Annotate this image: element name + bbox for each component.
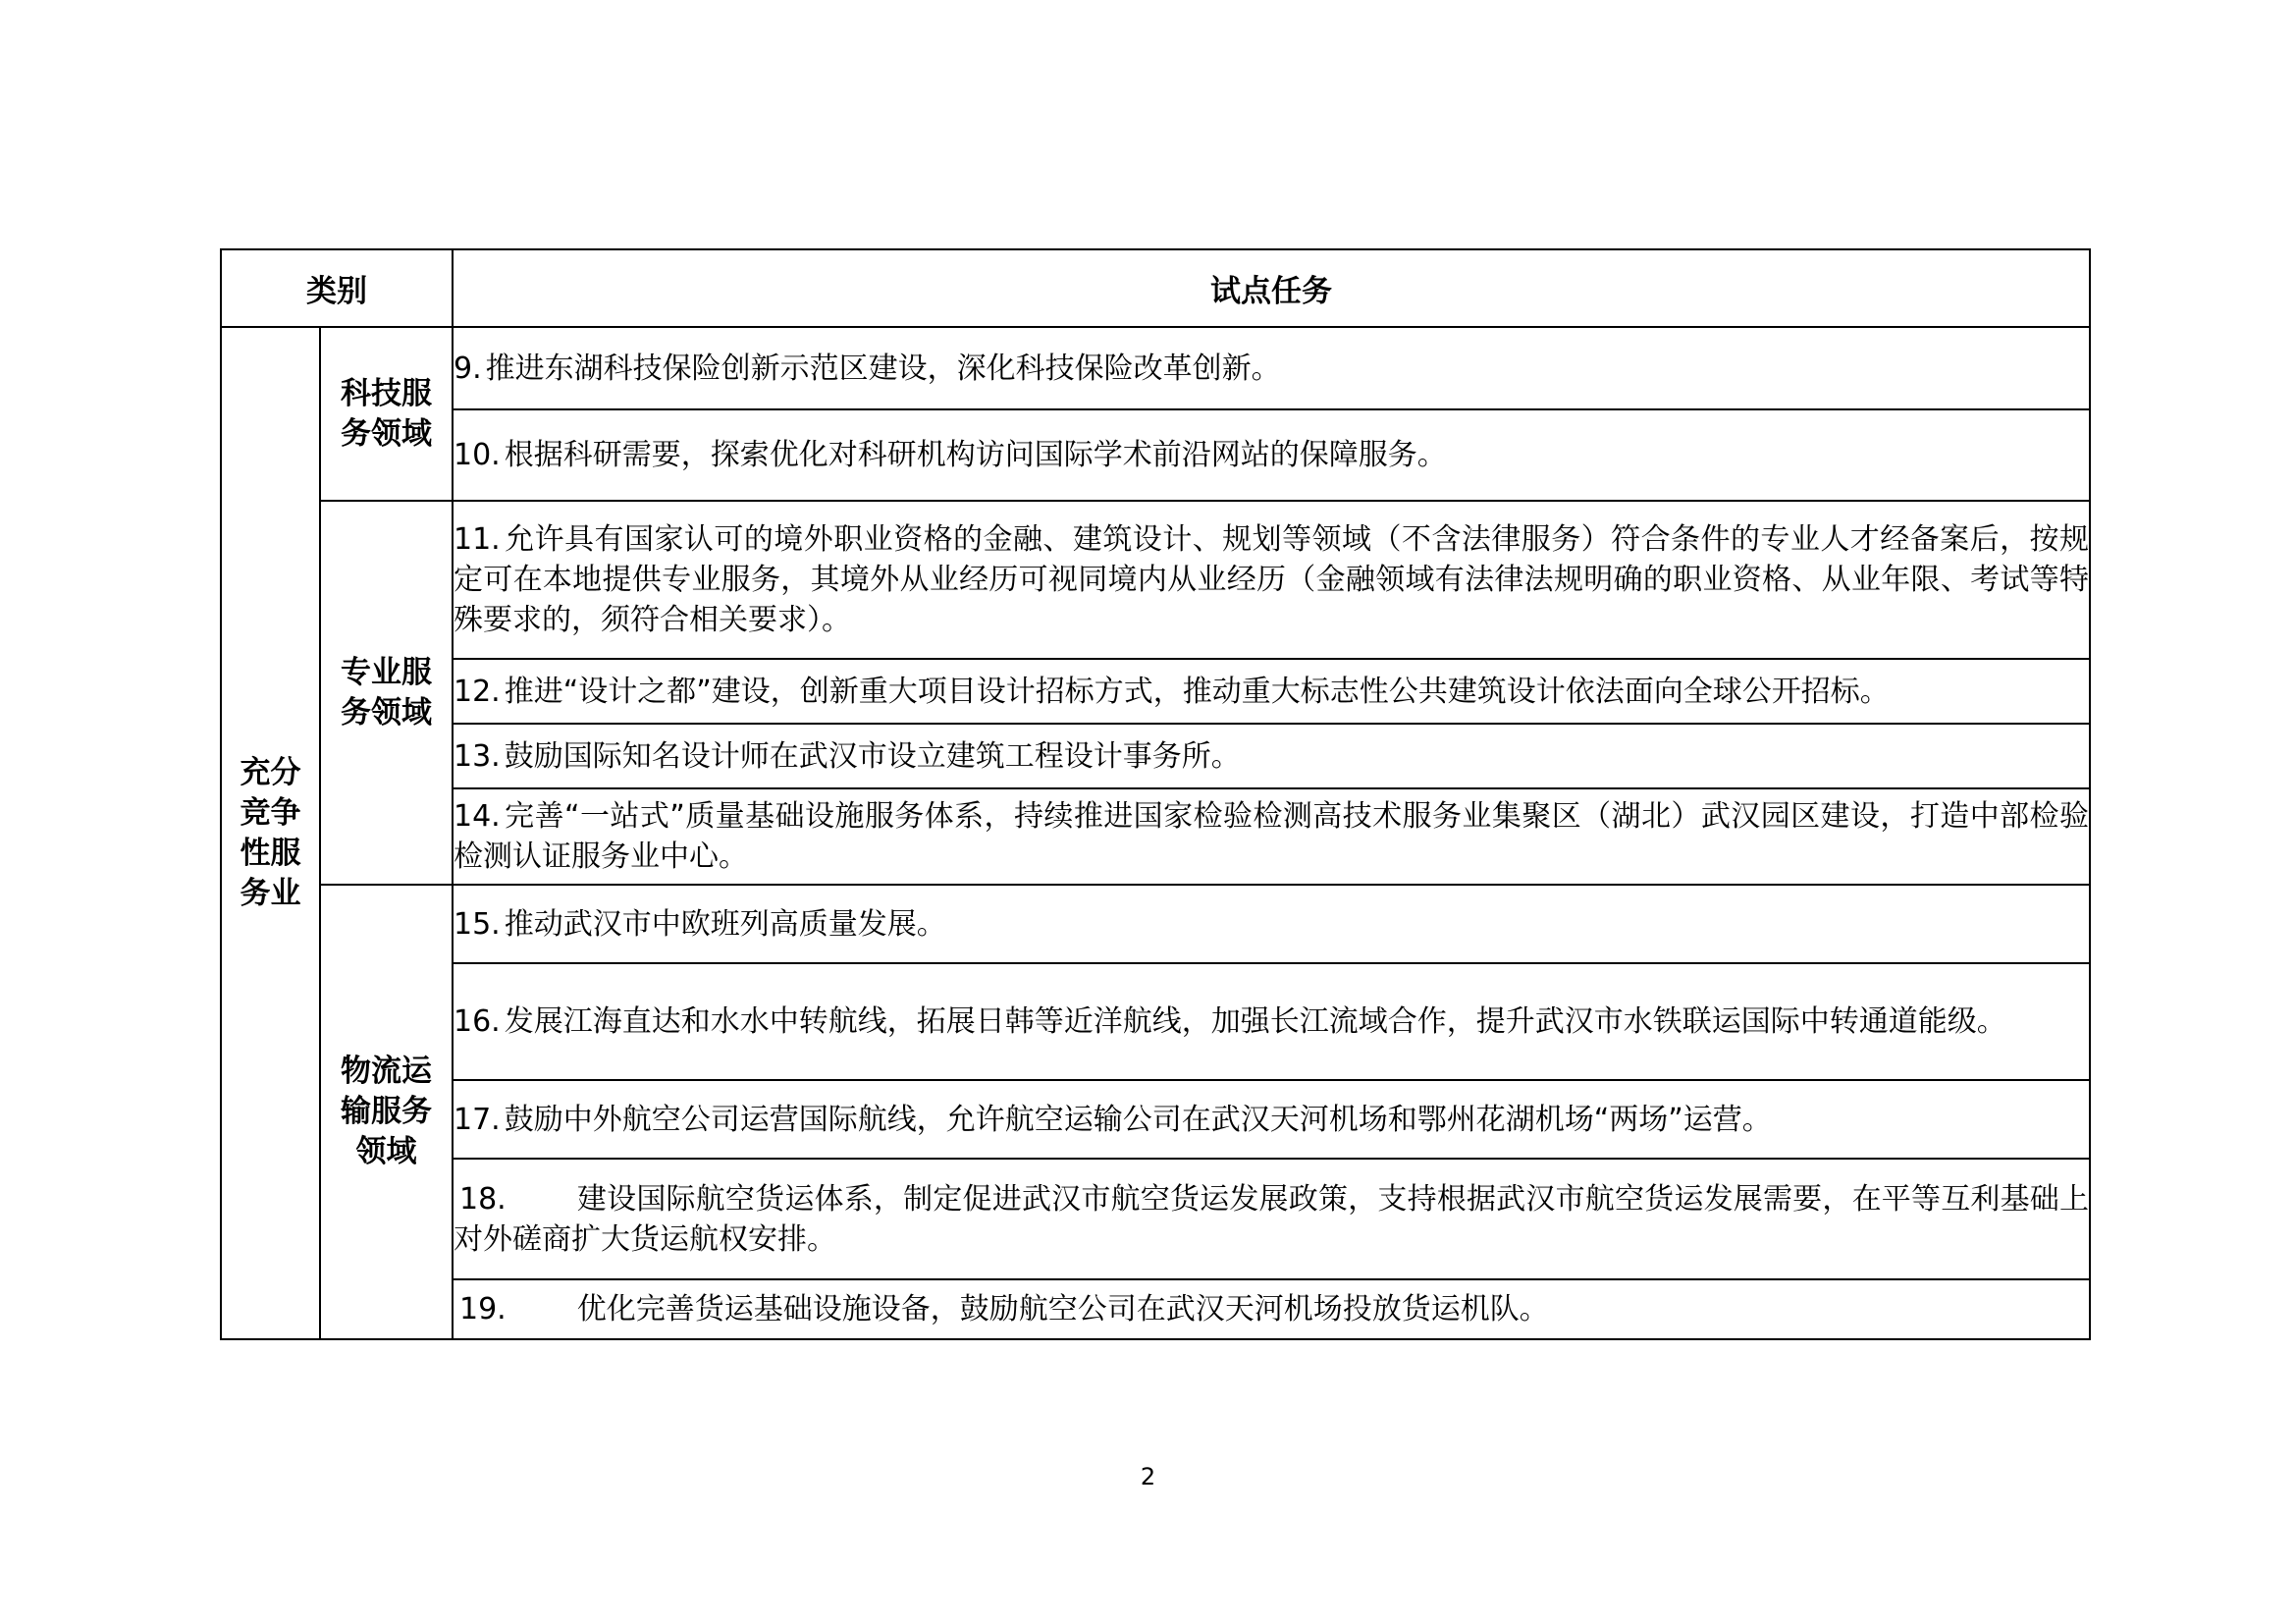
table-row	[221, 724, 2090, 788]
group-label: 科技服务领域	[341, 375, 432, 452]
task-number: 14.	[454, 799, 501, 834]
task-cell	[453, 1159, 2090, 1279]
task-cell	[453, 963, 2090, 1080]
task-text: 发展江海直达和水水中转航线，拓展日韩等近洋航线，加强长江流域合作，提升武汉市水铁联运国际中转通道能级。	[504, 1004, 2006, 1039]
table-row	[221, 409, 2090, 501]
task-number: 15.	[454, 906, 501, 942]
task-number: 17.	[454, 1102, 501, 1137]
table-row	[221, 1159, 2090, 1279]
task-number: 11.	[454, 522, 501, 557]
task-number: 18.	[459, 1181, 507, 1217]
task-text: 完善“一站式”质量基础设施服务体系，持续推进国家检验检测高技术服务业集聚区（湖北）武汉园区建设，打造中部检验检测认证服务业中心。	[454, 799, 2089, 874]
pilot-task-table	[220, 248, 2091, 1340]
header-category: 类别	[221, 249, 453, 327]
task-number: 12.	[454, 674, 501, 709]
task-cell	[453, 724, 2090, 788]
task-text: 推动武汉市中欧班列高质量发展。	[504, 906, 946, 942]
task-text: 优化完善货运基础设施设备，鼓励航空公司在武汉天河机场投放货运机队。	[576, 1292, 1549, 1326]
task-cell	[453, 327, 2090, 409]
task-cell	[453, 409, 2090, 501]
table-row	[221, 1279, 2090, 1339]
task-cell	[453, 885, 2090, 963]
group-cell-professional	[320, 501, 453, 885]
task-text: 根据科研需要，探索优化对科研机构访问国际学术前沿网站的保障服务。	[504, 438, 1447, 472]
task-text: 推进“设计之都”建设，创新重大项目设计招标方式，推动重大标志性公共建筑设计依法面向全球公开招标。	[504, 674, 1890, 709]
task-number: 10.	[454, 438, 501, 472]
task-text: 鼓励国际知名设计师在武汉市设立建筑工程设计事务所。	[504, 738, 1241, 774]
task-number: 13.	[454, 738, 501, 774]
table-row	[221, 327, 2090, 409]
category-label: 充分竞争性服务业	[240, 754, 301, 911]
table-row	[221, 788, 2090, 885]
table-row	[221, 885, 2090, 963]
task-cell	[453, 659, 2090, 724]
task-number: 19.	[459, 1292, 507, 1326]
table-row	[221, 501, 2090, 659]
task-text: 推进东湖科技保险创新示范区建设，深化科技保险改革创新。	[485, 351, 1281, 386]
task-text: 建设国际航空货运体系，制定促进武汉市航空货运发展政策，支持根据武汉市航空货运发展需要，在平等互利基础上对外磋商扩大货运航权安排。	[454, 1181, 2089, 1257]
table-row	[221, 963, 2090, 1080]
task-cell	[453, 1080, 2090, 1159]
group-label: 物流运输服务领域	[341, 1054, 432, 1169]
task-cell	[453, 1279, 2090, 1339]
task-number: 16.	[454, 1004, 501, 1039]
table-row	[221, 659, 2090, 724]
group-cell-logistics	[320, 885, 453, 1339]
task-cell	[453, 501, 2090, 659]
table-header-row	[221, 249, 2090, 327]
task-number: 9.	[454, 351, 482, 386]
group-cell-tech	[320, 327, 453, 501]
header-task: 试点任务	[453, 249, 2090, 327]
category-cell	[221, 327, 320, 1339]
task-cell	[453, 788, 2090, 885]
task-text: 允许具有国家认可的境外职业资格的金融、建筑设计、规划等领域（不含法律服务）符合条件的专业人才经备案后，按规定可在本地提供专业服务，其境外从业经历可视同境内从业经历（金融领域有法律法规明确的职业资格、从业年限、考试等特殊要求的，须符合相关要求）。	[454, 522, 2089, 637]
table-row	[221, 1080, 2090, 1159]
page-number: 2	[1140, 1463, 1156, 1490]
group-label: 专业服务领域	[341, 654, 432, 731]
task-text: 鼓励中外航空公司运营国际航线，允许航空运输公司在武汉天河机场和鄂州花湖机场“两场”运营。	[504, 1102, 1772, 1137]
